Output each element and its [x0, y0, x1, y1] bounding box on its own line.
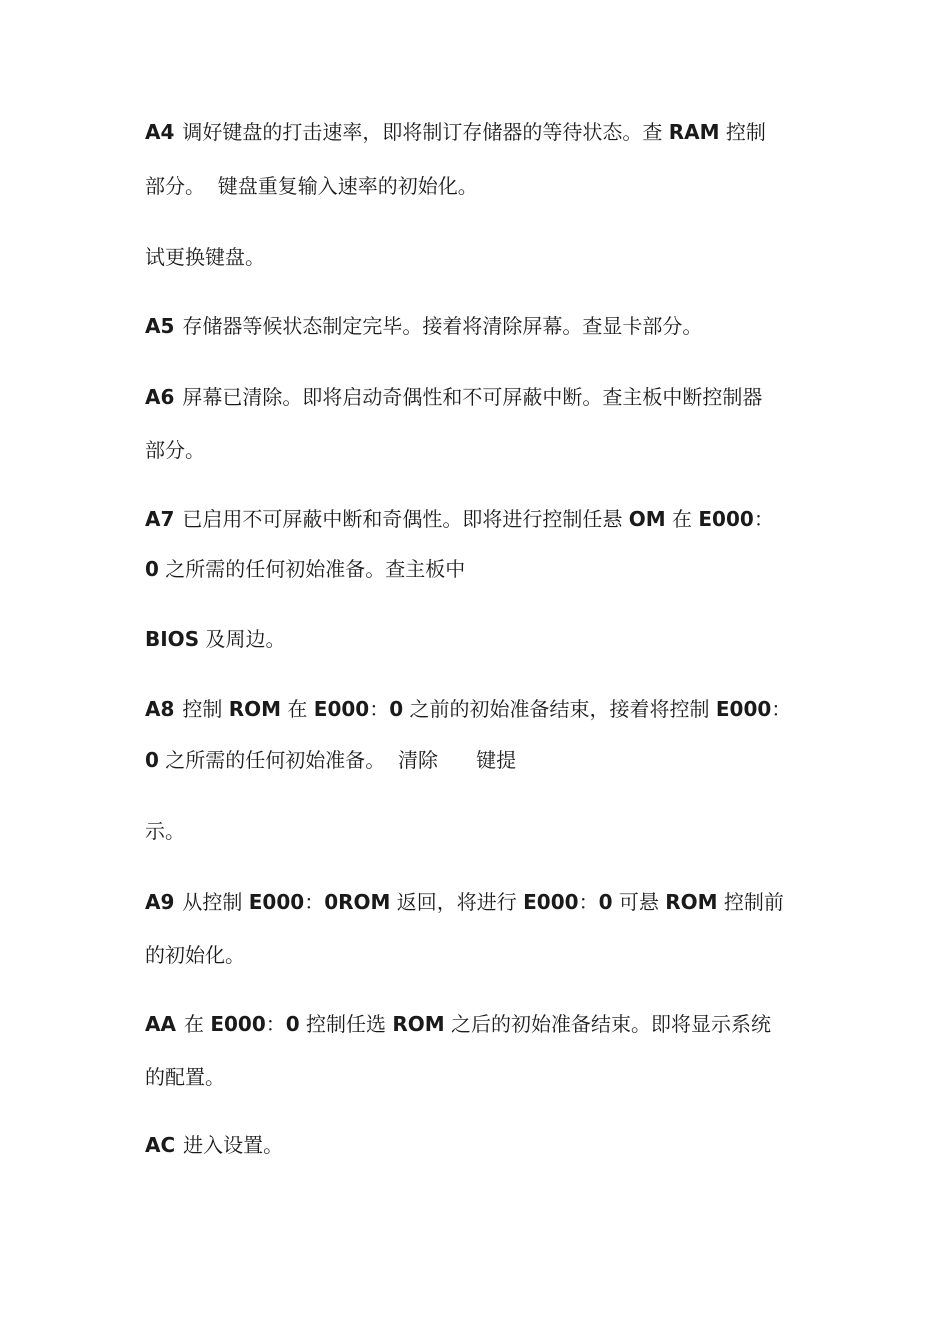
bold-term: ROM [392, 1012, 445, 1036]
entry-code: A5 [145, 314, 175, 338]
entry-a4-line-1 [145, 118, 766, 146]
bold-term: ROM [228, 697, 282, 721]
continuation-line [145, 625, 285, 653]
bold-term: RAM [668, 120, 720, 144]
text-run: 的配置。 [145, 1065, 225, 1089]
text-run: ： [369, 697, 390, 721]
entry-code: AC [145, 1133, 176, 1157]
bold-term: 0 [285, 1012, 300, 1036]
bold-term: 0 [389, 697, 404, 721]
text-run: 之前的初始准备结束，接着将控制 [403, 697, 716, 721]
text-run: 已启用不可屏蔽中断和奇偶性。即将进行控制任悬 [182, 507, 629, 531]
entry-code: A9 [145, 890, 175, 914]
bold-term: 0ROM [324, 890, 391, 914]
entry-a5-line-1 [145, 312, 702, 340]
text-run: 在 [281, 697, 314, 721]
bold-term: E000 [210, 1012, 266, 1036]
text-run: 试更换键盘。 [145, 245, 265, 269]
text-run: 控制 [719, 120, 766, 144]
bold-term: 0 [598, 890, 613, 914]
bold-term: E000 [523, 890, 579, 914]
bold-term: 0 [145, 748, 159, 772]
bold-term: BIOS [145, 627, 200, 651]
entry-a4-line-2 [145, 172, 478, 200]
bold-term: E000 [715, 697, 772, 721]
entry-a8-line-2 [145, 746, 516, 774]
text-run: 在 [665, 507, 699, 531]
entry-a6-line-2 [145, 436, 205, 464]
text-run: 屏幕已清除。即将启动奇偶性和不可屏蔽中断。查主板中断控制器 [182, 385, 763, 409]
entry-a7-line-2 [145, 555, 465, 583]
entry-ac-line-1 [145, 1131, 283, 1159]
entry-code: A6 [145, 385, 175, 409]
text-run: 从控制 [182, 890, 249, 914]
text-run: 在 [183, 1012, 211, 1036]
text-run: 之所需的任何初始准备。查主板中 [158, 557, 466, 581]
entry-a8-line-1 [145, 695, 791, 723]
entry-a6-line-1 [145, 383, 762, 411]
text-run: 部分。 [145, 438, 205, 462]
text-run: 的初始化。 [145, 943, 245, 967]
bold-term: E000 [313, 697, 370, 721]
continuation-line [145, 817, 185, 845]
bold-term: E000 [248, 890, 305, 914]
text-run: ： [771, 697, 792, 721]
entry-code: A7 [145, 507, 175, 531]
text-run: ： [753, 507, 774, 531]
text-run: 调好键盘的打击速率，即将制订存储器的等待状态。查 [182, 120, 669, 144]
bold-term: OM [628, 507, 666, 531]
entry-a9-line-2 [145, 941, 245, 969]
entry-aa-line-2 [145, 1063, 225, 1091]
entry-aa-line-1 [145, 1010, 771, 1038]
bold-term: ROM [665, 890, 718, 914]
entry-code: A4 [145, 120, 175, 144]
bold-term: E000 [698, 507, 754, 531]
entry-a7-line-1 [145, 505, 774, 533]
text-run: 及周边。 [199, 627, 286, 651]
text-run: 控制前 [717, 890, 784, 914]
text-run: 进入设置。 [183, 1133, 284, 1157]
entry-code: AA [145, 1012, 176, 1036]
text-run: ： [304, 890, 325, 914]
text-run: 控制任选 [299, 1012, 393, 1036]
text-run: 之所需的任何初始准备。 清除 键提 [158, 748, 517, 772]
text-run: 返回，将进行 [390, 890, 524, 914]
text-run: ： [265, 1012, 286, 1036]
bold-term: 0 [145, 557, 159, 581]
text-run: 之后的初始准备结束。即将显示系统 [444, 1012, 772, 1036]
continuation-line [145, 243, 265, 271]
entry-code: A8 [145, 697, 175, 721]
text-run: 可悬 [612, 890, 666, 914]
text-run: ： [578, 890, 599, 914]
text-run: 部分。 键盘重复输入速率的初始化。 [145, 174, 478, 198]
text-run: 控制 [182, 697, 229, 721]
text-run: 示。 [145, 819, 185, 843]
entry-a9-line-1 [145, 888, 784, 916]
text-run: 存储器等候状态制定完毕。接着将清除屏幕。查显卡部分。 [182, 314, 703, 338]
